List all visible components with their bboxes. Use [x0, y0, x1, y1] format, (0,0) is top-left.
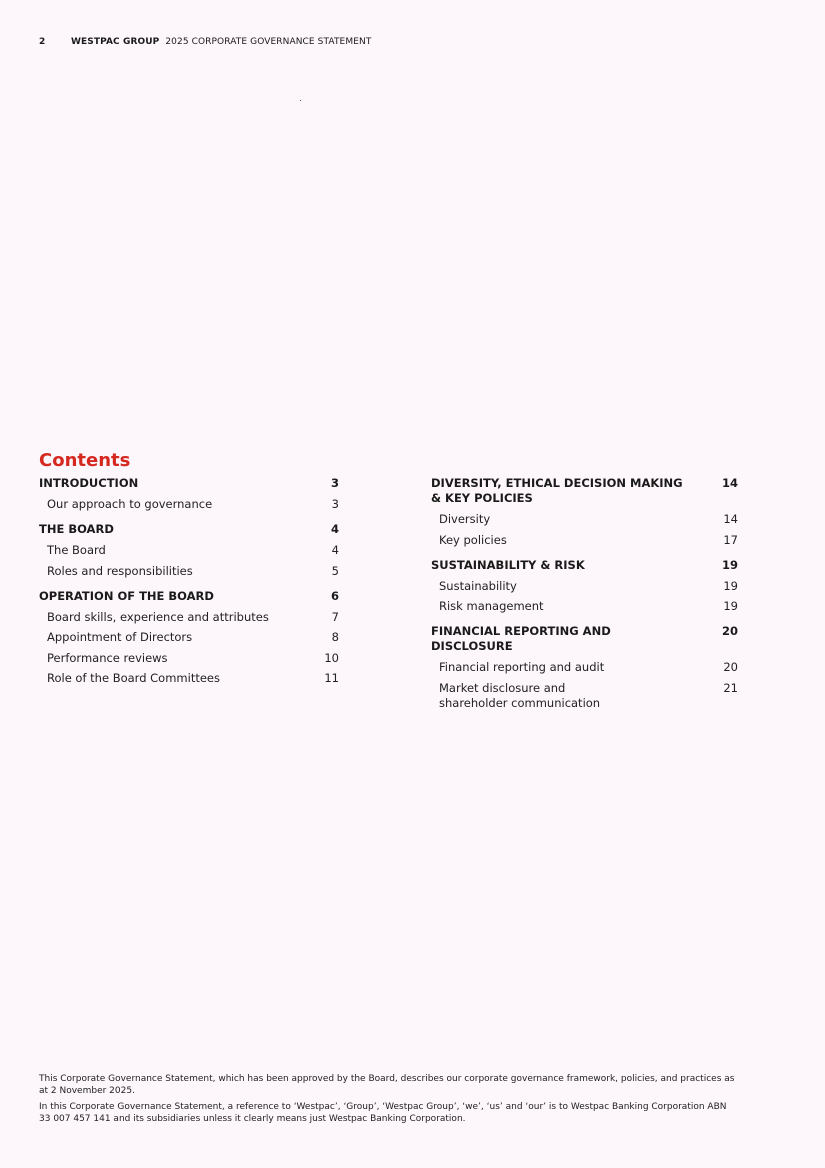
toc-label: Performance reviews	[47, 650, 168, 665]
footer-paragraph: In this Corporate Governance Statement, a reference to ‘Westpac’, ‘Group’, ‘Westpac Group’, ‘we’, ‘us’ and ‘our’ is to Westpac Banking Corporation ABN 33 007 457 141 and its subsidiaries unless it clearly means just Westpac Banking Corporation.	[39, 1102, 727, 1124]
toc-label: SUSTAINABILITY & RISK	[431, 557, 585, 572]
toc-label: Diversity	[439, 512, 491, 526]
toc-page-number: 4	[331, 543, 339, 557]
page-number: 2	[39, 37, 46, 47]
toc-page-number: 14	[723, 512, 738, 526]
toc-label: OPERATION OF THE BOARD	[39, 588, 214, 603]
toc-entry[interactable]	[431, 681, 738, 711]
toc-page-number: 5	[331, 563, 339, 578]
toc-page-number: 19	[723, 599, 738, 613]
toc-page-number: 11	[324, 671, 339, 685]
contents-right-column	[431, 476, 738, 711]
toc-entry[interactable]	[39, 610, 339, 625]
toc-section[interactable]	[39, 589, 339, 604]
toc-label: INTRODUCTION	[39, 476, 139, 490]
toc-entry[interactable]	[431, 579, 738, 594]
toc-entry[interactable]	[431, 599, 738, 614]
toc-page-number: 17	[723, 532, 738, 547]
header-org: WESTPAC GROUP	[71, 37, 160, 47]
toc-page-number: 14	[721, 476, 738, 490]
toc-page-number: 8	[331, 630, 339, 644]
page-header	[39, 37, 371, 47]
toc-entry[interactable]	[39, 630, 339, 645]
toc-page-number: 7	[331, 609, 339, 624]
toc-label: Market disclosure and shareholder communication	[439, 680, 601, 710]
toc-label: THE BOARD	[39, 522, 114, 536]
toc-label: Role of the Board Committees	[47, 671, 220, 685]
toc-label: Risk management	[439, 599, 544, 613]
footer-paragraph: This Corporate Governance Statement, which has been approved by the Board, describes our corporate governance framework, policies, and practices as at 2 November 2025.	[39, 1074, 735, 1096]
toc-entry[interactable]	[39, 497, 339, 512]
toc-page-number: 4	[330, 522, 339, 536]
toc-entry[interactable]	[39, 564, 339, 579]
toc-section[interactable]	[39, 522, 339, 537]
toc-entry[interactable]	[39, 543, 339, 558]
contents-title: Contents	[39, 450, 131, 471]
toc-page-number: 20	[723, 660, 738, 674]
toc-section[interactable]	[431, 624, 738, 654]
toc-page-number: 3	[331, 497, 339, 511]
toc-label: Our approach to governance	[47, 497, 213, 511]
footer-notes	[39, 1074, 739, 1130]
contents-left-column	[39, 476, 339, 686]
toc-label: Financial reporting and audit	[439, 660, 605, 674]
toc-label: Key policies	[439, 532, 507, 547]
toc-label: FINANCIAL REPORTING AND DISCLOSURE	[431, 624, 611, 653]
toc-label: Sustainability	[439, 578, 517, 593]
toc-entry[interactable]	[431, 512, 738, 527]
toc-page-number: 19	[723, 578, 738, 593]
toc-label: Roles and responsibilities	[47, 563, 193, 578]
toc-entry[interactable]	[431, 660, 738, 675]
toc-entry[interactable]	[39, 671, 339, 686]
toc-page-number: 20	[721, 624, 738, 638]
toc-entry[interactable]	[39, 651, 339, 666]
toc-page-number: 10	[324, 650, 339, 665]
stray-dot	[300, 100, 301, 101]
toc-page-number: 6	[330, 588, 339, 603]
toc-label: The Board	[47, 543, 106, 557]
toc-page-number: 21	[723, 680, 738, 695]
toc-page-number: 3	[330, 476, 339, 490]
header-doc-title: 2025 CORPORATE GOVERNANCE STATEMENT	[165, 37, 372, 47]
toc-page-number: 19	[721, 557, 738, 572]
toc-label: Appointment of Directors	[47, 630, 193, 644]
toc-section[interactable]	[39, 476, 339, 491]
toc-section[interactable]	[431, 558, 738, 573]
toc-label: DIVERSITY, ETHICAL DECISION MAKING & KEY POLICIES	[431, 476, 683, 505]
toc-section[interactable]	[431, 476, 738, 506]
toc-label: Board skills, experience and attributes	[47, 609, 269, 624]
toc-entry[interactable]	[431, 533, 738, 548]
